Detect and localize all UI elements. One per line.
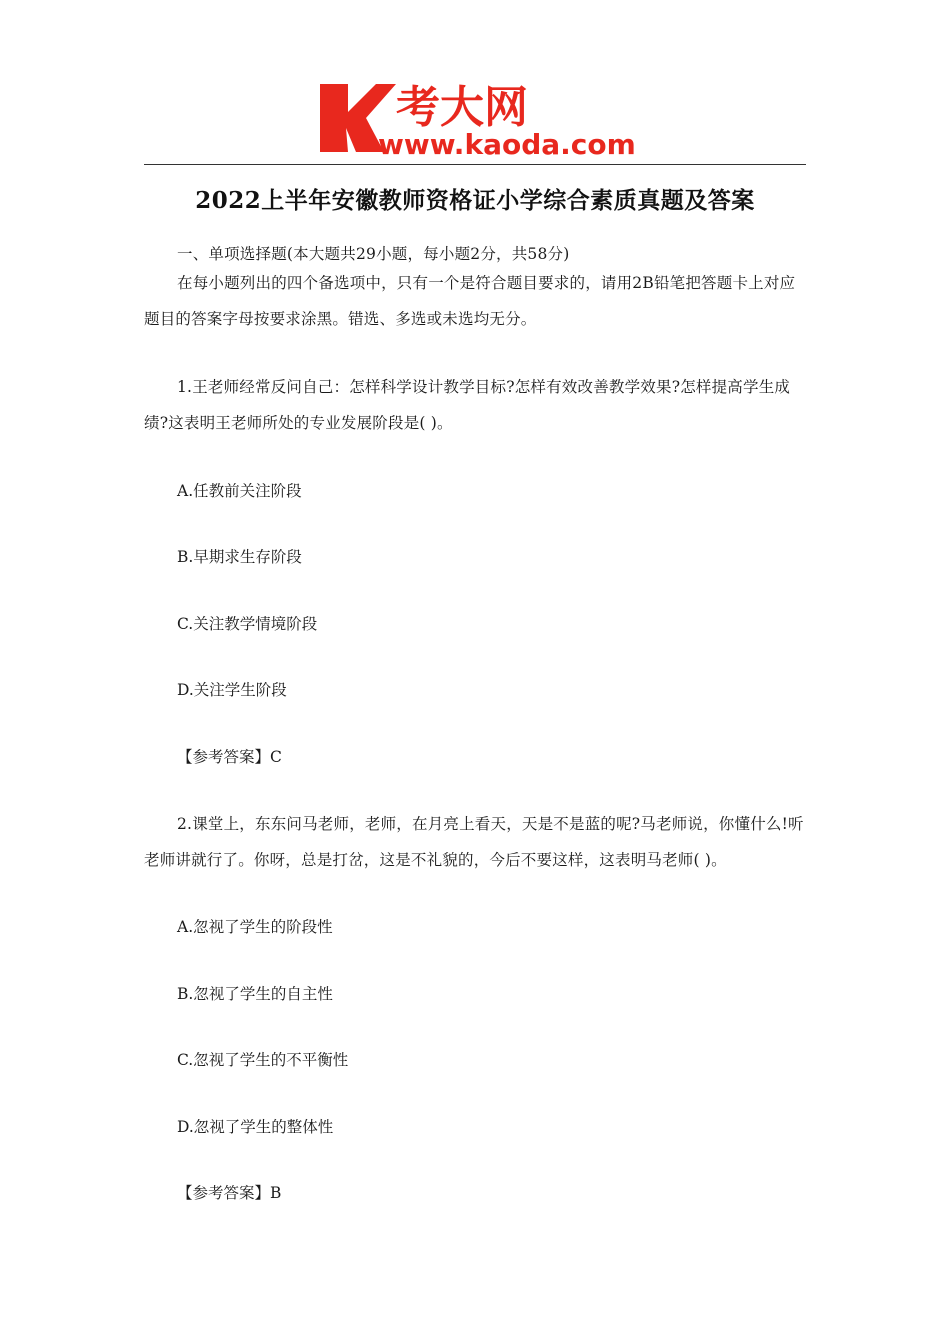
- document-title: 2022上半年安徽教师资格证小学综合素质真题及答案: [195, 187, 755, 214]
- question-2-stem: 2.课堂上，东东问马老师，老师，在月亮上看天，天是不是蓝的呢?马老师说，你懂什么!听老师讲就行了。你呀，总是打岔，这是不礼貌的，今后不要这样，这表明马老师( )。: [144, 815, 804, 869]
- question-1-option-b: B.早期求生存阶段: [177, 548, 302, 566]
- question-1-option-c: C.关注教学情境阶段: [177, 615, 318, 633]
- question-2-answer: 【参考答案】B: [177, 1184, 282, 1202]
- question-1-option-a: A.任教前关注阶段: [177, 482, 302, 500]
- question-1-answer: 【参考答案】C: [177, 748, 282, 766]
- section-heading: 一、单项选择题(本大题共29小题，每小题2分，共58分): [177, 245, 570, 263]
- kaoda-logo: [318, 78, 648, 162]
- logo-brand-cn: 考大网: [396, 82, 528, 133]
- question-2-option-a: A.忽视了学生的阶段性: [177, 918, 333, 936]
- question-2-option-c: C.忽视了学生的不平衡性: [177, 1051, 349, 1069]
- section-instructions: 在每小题列出的四个备选项中，只有一个是符合题目要求的，请用2B铅笔把答题卡上对应题目的答案字母按要求涂黑。错选、多选或未选均无分。: [144, 274, 796, 328]
- question-2-option-b: B.忽视了学生的自主性: [177, 985, 333, 1003]
- logo-brand-url: www.kaoda.com: [378, 128, 636, 161]
- question-1-option-d: D.关注学生阶段: [177, 681, 287, 699]
- header-divider: [144, 164, 806, 165]
- question-1-stem: 1.王老师经常反问自己：怎样科学设计教学目标?怎样有效改善教学效果?怎样提高学生成绩?这表明王老师所处的专业发展阶段是( )。: [144, 378, 791, 432]
- question-2-option-d: D.忽视了学生的整体性: [177, 1118, 334, 1136]
